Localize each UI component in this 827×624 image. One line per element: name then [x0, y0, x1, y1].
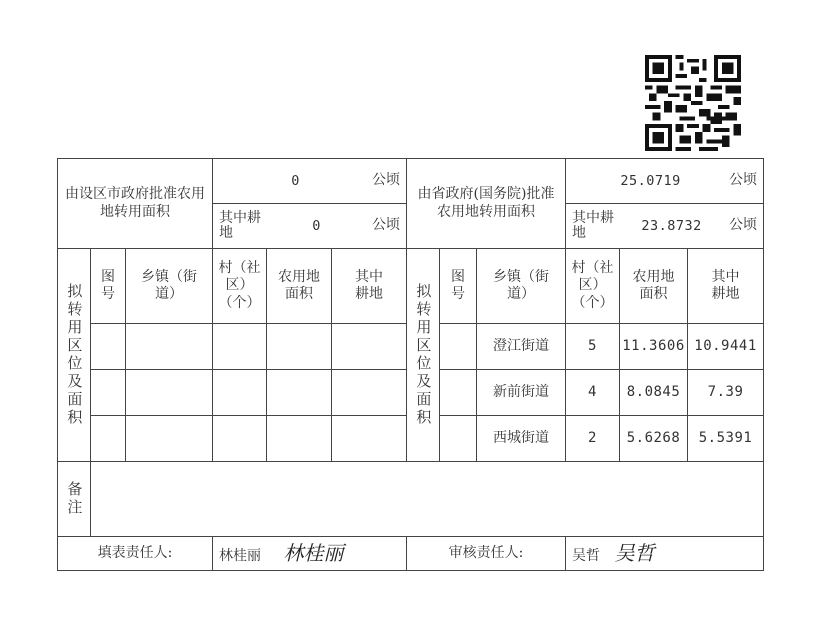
col-village-right-text: 村（社区）（个） — [571, 259, 614, 311]
col-town-right-text: 乡镇（街道） — [493, 268, 550, 302]
reviewer-label: 审核责任人: — [407, 537, 566, 571]
left-cell — [332, 370, 407, 416]
left-cell — [126, 370, 213, 416]
left-area-cell — [213, 159, 407, 204]
left-cell — [267, 324, 332, 370]
left-approval-title-text: 由设区市政府批准农用地转用面积 — [65, 186, 205, 220]
left-cell — [213, 324, 267, 370]
filler-signature: 林桂丽 — [283, 541, 344, 565]
left-cell — [126, 324, 213, 370]
left-section-label — [58, 249, 91, 462]
left-cultivated-value: 0 — [312, 217, 321, 234]
filler-cell — [213, 537, 407, 571]
right-map-no-cell — [440, 416, 477, 462]
right-area-unit: 公顷 — [729, 172, 758, 189]
reviewer-name: 吴哲 — [572, 548, 601, 564]
col-cultivated-left-text: 其中耕地 — [355, 268, 384, 302]
col-village-right — [566, 249, 620, 324]
qr-code-icon — [645, 55, 741, 151]
right-town-cell: 新前街道 — [477, 370, 566, 416]
right-village-cell: 5 — [566, 324, 620, 370]
left-cultivated-label: 其中耕地 — [219, 209, 262, 241]
left-cell — [267, 370, 332, 416]
right-approval-title — [407, 159, 566, 249]
left-cell — [332, 416, 407, 462]
right-area-value: 25.0719 — [620, 172, 681, 189]
right-farmland-cell: 5.6268 — [620, 416, 688, 462]
right-approval-title-text: 由省政府(国务院)批准农用地转用面积 — [417, 186, 555, 220]
col-cultivated-right — [688, 249, 764, 324]
right-cultivated-label: 其中耕地 — [572, 209, 615, 241]
col-farmland-right — [620, 249, 688, 324]
reviewer-cell — [566, 537, 764, 571]
left-cell — [91, 324, 126, 370]
col-farmland-left-text: 农用地面积 — [278, 268, 321, 302]
right-town-cell: 西城街道 — [477, 416, 566, 462]
right-cultivated-unit: 公顷 — [729, 217, 758, 234]
remarks-label-text: 备注 — [65, 481, 84, 517]
left-cell — [213, 416, 267, 462]
right-cultivated-value: 23.8732 — [641, 217, 702, 234]
col-village-left — [213, 249, 267, 324]
land-conversion-form — [57, 158, 764, 571]
left-area-unit: 公顷 — [372, 172, 401, 189]
col-town-right — [477, 249, 566, 324]
col-cultivated-left — [332, 249, 407, 324]
filler-name: 林桂丽 — [219, 548, 262, 564]
reviewer-signature: 吴哲 — [614, 541, 655, 565]
remarks-label — [58, 462, 91, 537]
col-map-no-left — [91, 249, 126, 324]
left-cell — [91, 370, 126, 416]
right-map-no-cell — [440, 324, 477, 370]
left-area-value: 0 — [291, 172, 300, 189]
col-cultivated-right-text: 其中耕地 — [711, 268, 740, 302]
col-town-left-text: 乡镇（街道） — [141, 268, 197, 302]
col-map-no-right — [440, 249, 477, 324]
right-town-cell: 澄江街道 — [477, 324, 566, 370]
col-farmland-left — [267, 249, 332, 324]
right-section-label — [407, 249, 440, 462]
left-cell — [213, 370, 267, 416]
right-farmland-cell: 11.3606 — [620, 324, 688, 370]
left-approval-title — [58, 159, 213, 249]
right-farmland-cell: 8.0845 — [620, 370, 688, 416]
left-cell — [267, 416, 332, 462]
right-map-no-cell — [440, 370, 477, 416]
right-village-cell: 2 — [566, 416, 620, 462]
left-cell — [126, 416, 213, 462]
left-cell — [91, 416, 126, 462]
left-cultivated-cell — [213, 204, 407, 249]
col-map-no-left-text: 图号 — [101, 268, 115, 302]
left-section-label-text: 拟转用区位及面积 — [65, 283, 84, 427]
col-town-left — [126, 249, 213, 324]
left-cell — [332, 324, 407, 370]
right-cultivated-cell: 10.9441 — [688, 324, 764, 370]
remarks-content — [91, 462, 764, 537]
filler-label: 填表责任人: — [58, 537, 213, 571]
right-village-cell: 4 — [566, 370, 620, 416]
right-cultivated-cell — [566, 204, 764, 249]
col-village-left-text: 村（社区）（个） — [218, 259, 261, 311]
col-map-no-right-text: 图号 — [451, 268, 466, 302]
right-cultivated-cell: 7.39 — [688, 370, 764, 416]
left-cultivated-unit: 公顷 — [372, 217, 401, 234]
col-farmland-right-text: 农用地面积 — [632, 268, 675, 302]
right-cultivated-cell: 5.5391 — [688, 416, 764, 462]
right-area-cell — [566, 159, 764, 204]
right-section-label-text: 拟转用区位及面积 — [414, 283, 433, 427]
